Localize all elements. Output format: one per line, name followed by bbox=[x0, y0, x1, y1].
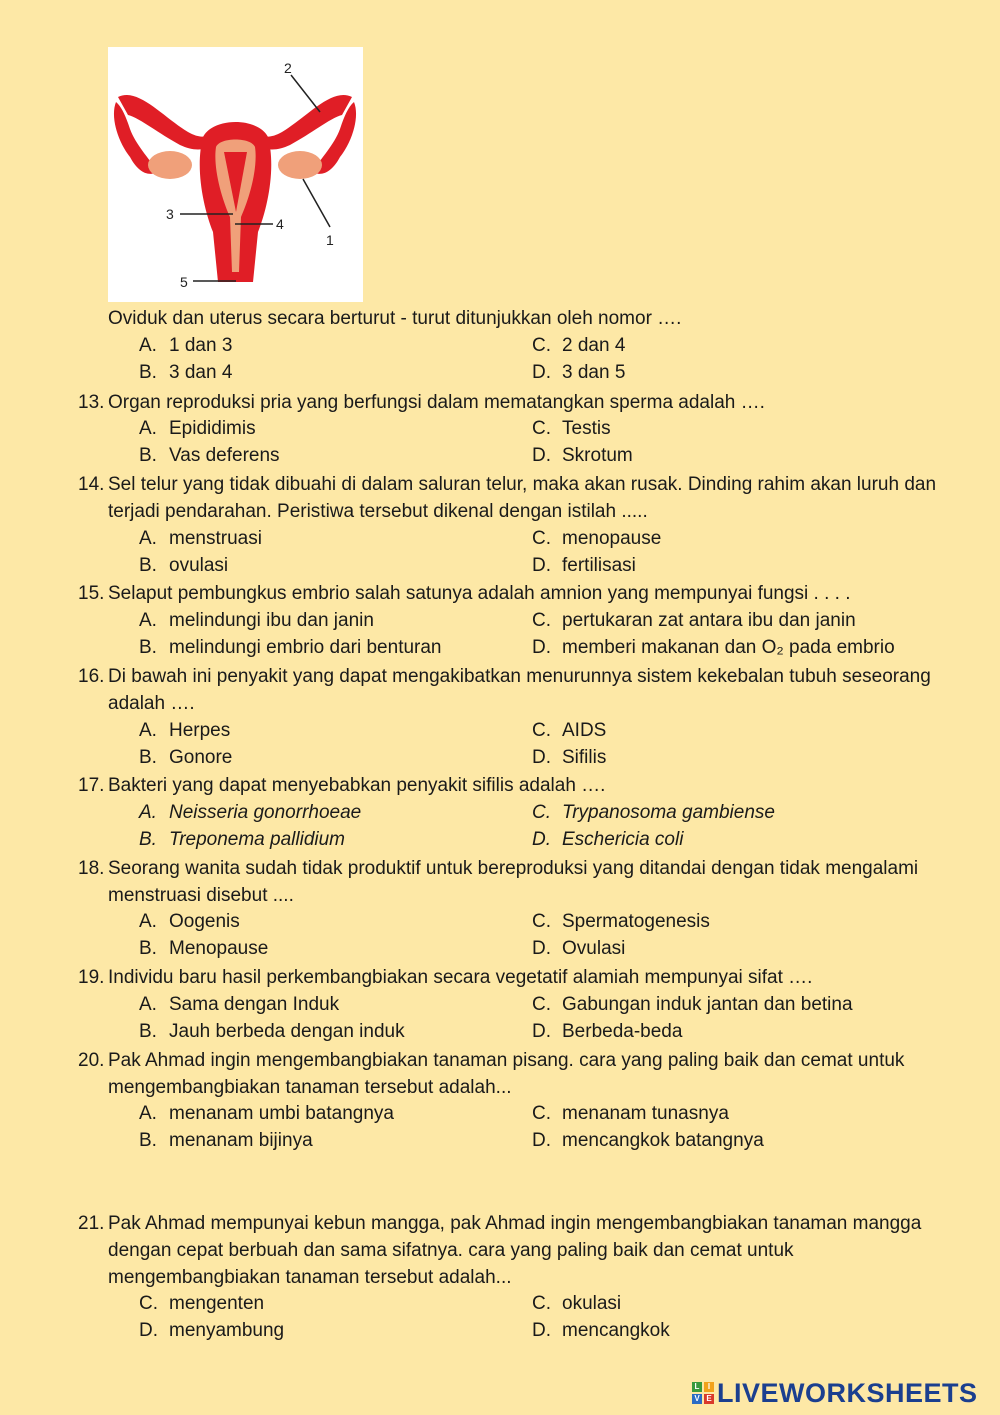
question-number: 18. bbox=[78, 858, 105, 879]
question-13 bbox=[78, 389, 958, 416]
q15-option-b[interactable]: B. melindungi embrio dari benturan bbox=[139, 637, 442, 658]
q20-option-d[interactable]: D. mencangkok batangnya bbox=[532, 1130, 764, 1151]
label-4: 4 bbox=[276, 216, 284, 232]
question-16 bbox=[78, 663, 958, 717]
q18-option-d[interactable]: D. Ovulasi bbox=[532, 938, 626, 959]
question-number: 13. bbox=[78, 392, 105, 413]
q21-option-1[interactable]: C. mengenten bbox=[139, 1293, 265, 1314]
logo-square: L bbox=[692, 1382, 702, 1392]
q12-option-a[interactable]: A. 1 dan 3 bbox=[139, 335, 233, 356]
question-number: 19. bbox=[78, 967, 105, 988]
question-stem: Pak Ahmad ingin mengembangbiakan tanaman pisang. cara yang paling baik dan cemat untuk mengembangbiakan tanaman tersebut adalah... bbox=[108, 1050, 905, 1098]
label-2: 2 bbox=[284, 60, 292, 76]
q13-option-d[interactable]: D. Skrotum bbox=[532, 445, 633, 466]
q14-option-c[interactable]: C. menopause bbox=[532, 528, 662, 549]
q14-option-a[interactable]: A. menstruasi bbox=[139, 528, 262, 549]
question-stem: Di bawah ini penyakit yang dapat mengakibatkan menurunnya sistem kekebalan tubuh seseorang adalah …. bbox=[108, 666, 931, 714]
logo-square: E bbox=[704, 1394, 714, 1404]
right-ovary bbox=[278, 151, 322, 179]
q21-option-4[interactable]: D. mencangkok bbox=[532, 1320, 670, 1341]
q13-option-b[interactable]: B. Vas deferens bbox=[139, 445, 280, 466]
question-14 bbox=[78, 471, 958, 525]
q20-option-b[interactable]: B. menanam bijinya bbox=[139, 1130, 313, 1151]
question-number: 14. bbox=[78, 474, 105, 495]
q14-option-d[interactable]: D. fertilisasi bbox=[532, 555, 636, 576]
question-20 bbox=[78, 1047, 958, 1101]
q12-option-d[interactable]: D. 3 dan 5 bbox=[532, 362, 626, 383]
question-19 bbox=[78, 964, 958, 991]
q21-option-3[interactable]: D. menyambung bbox=[139, 1320, 285, 1341]
label-3: 3 bbox=[166, 206, 174, 222]
q21-option-2[interactable]: C. okulasi bbox=[532, 1293, 622, 1314]
q16-option-a[interactable]: A. Herpes bbox=[139, 720, 231, 741]
label-5: 5 bbox=[180, 274, 188, 290]
question-17 bbox=[78, 772, 958, 799]
question-stem: Sel telur yang tidak dibuahi di dalam saluran telur, maka akan rusak. Dinding rahim akan luruh dan terjadi pendarahan. Peristiwa tersebut dikenal dengan istilah ..... bbox=[108, 474, 937, 522]
question-number: 15. bbox=[78, 583, 105, 604]
q18-option-c[interactable]: C. Spermatogenesis bbox=[532, 911, 710, 932]
logo-icon bbox=[692, 1382, 714, 1404]
q18-option-a[interactable]: A. Oogenis bbox=[139, 911, 240, 932]
q15-option-c[interactable]: C. pertukaran zat antara ibu dan janin bbox=[532, 610, 856, 631]
question-stem: Selaput pembungkus embrio salah satunya adalah amnion yang mempunyai fungsi . . . . bbox=[108, 583, 851, 604]
q17-option-d[interactable]: D. Eschericia coli bbox=[532, 829, 684, 850]
q16-option-b[interactable]: B. Gonore bbox=[139, 747, 233, 768]
q18-option-b[interactable]: B. Menopause bbox=[139, 938, 269, 959]
logo-square: V bbox=[692, 1394, 702, 1404]
q20-option-c[interactable]: C. menanam tunasnya bbox=[532, 1103, 729, 1124]
uterus-diagram bbox=[108, 47, 363, 302]
question-21 bbox=[78, 1210, 958, 1291]
q19-option-b[interactable]: B. Jauh berbeda dengan induk bbox=[139, 1021, 405, 1042]
q17-option-b[interactable]: B. Treponema pallidium bbox=[139, 829, 346, 850]
question-stem: Individu baru hasil perkembangbiakan secara vegetatif alamiah mempunyai sifat …. bbox=[108, 967, 813, 988]
uterus-illustration bbox=[108, 47, 363, 302]
question-number: 16. bbox=[78, 666, 105, 687]
q16-option-d[interactable]: D. Sifilis bbox=[532, 747, 607, 768]
question-stem: Pak Ahmad mempunyai kebun mangga, pak Ahmad ingin mengembangbiakan tanaman mangga dengan cepat berbuah dan sama sifatnya. cara yang paling baik dan cemat untuk mengembangbiakan tanaman tersebut adalah... bbox=[108, 1213, 922, 1288]
question-number: 17. bbox=[78, 775, 105, 796]
question-18 bbox=[78, 855, 958, 909]
q13-option-c[interactable]: C. Testis bbox=[532, 418, 611, 439]
liveworksheets-logo[interactable] bbox=[692, 1376, 978, 1410]
question-stem: Seorang wanita sudah tidak produktif untuk bereproduksi yang ditandai dengan tidak mengalami menstruasi disebut .... bbox=[108, 858, 919, 906]
q20-option-a[interactable]: A. menanam umbi batangnya bbox=[139, 1103, 394, 1124]
q19-option-c[interactable]: C. Gabungan induk jantan dan betina bbox=[532, 994, 853, 1015]
question-number: 21. bbox=[78, 1213, 105, 1234]
label-1: 1 bbox=[326, 232, 334, 248]
q16-option-c[interactable]: C. AIDS bbox=[532, 720, 607, 741]
question-12-stem: Oviduk dan uterus secara berturut - turut ditunjukkan oleh nomor …. bbox=[108, 308, 682, 329]
q15-option-a[interactable]: A. melindungi ibu dan janin bbox=[139, 610, 374, 631]
left-ovary bbox=[148, 151, 192, 179]
question-number: 20. bbox=[78, 1050, 105, 1071]
q12-option-c[interactable]: C. 2 dan 4 bbox=[532, 335, 626, 356]
question-15 bbox=[78, 580, 958, 607]
question-12 bbox=[78, 305, 958, 332]
q17-option-a[interactable]: A. Neisseria gonorrhoeae bbox=[139, 802, 362, 823]
q19-option-a[interactable]: A. Sama dengan Induk bbox=[139, 994, 340, 1015]
q14-option-b[interactable]: B. ovulasi bbox=[139, 555, 229, 576]
question-stem: Bakteri yang dapat menyebabkan penyakit sifilis adalah …. bbox=[108, 775, 606, 796]
q15-option-d[interactable]: D. memberi makanan dan O₂ pada embrio bbox=[532, 637, 895, 658]
q17-option-c[interactable]: C. Trypanosoma gambiense bbox=[532, 802, 775, 823]
q12-option-b[interactable]: B. 3 dan 4 bbox=[139, 362, 233, 383]
q13-option-a[interactable]: A. Epididimis bbox=[139, 418, 256, 439]
question-stem: Organ reproduksi pria yang berfungsi dalam mematangkan sperma adalah …. bbox=[108, 392, 765, 413]
logo-square: I bbox=[704, 1382, 714, 1392]
q19-option-d[interactable]: D. Berbeda-beda bbox=[532, 1021, 683, 1042]
logo-text: LIVEWORKSHEETS bbox=[717, 1377, 978, 1408]
